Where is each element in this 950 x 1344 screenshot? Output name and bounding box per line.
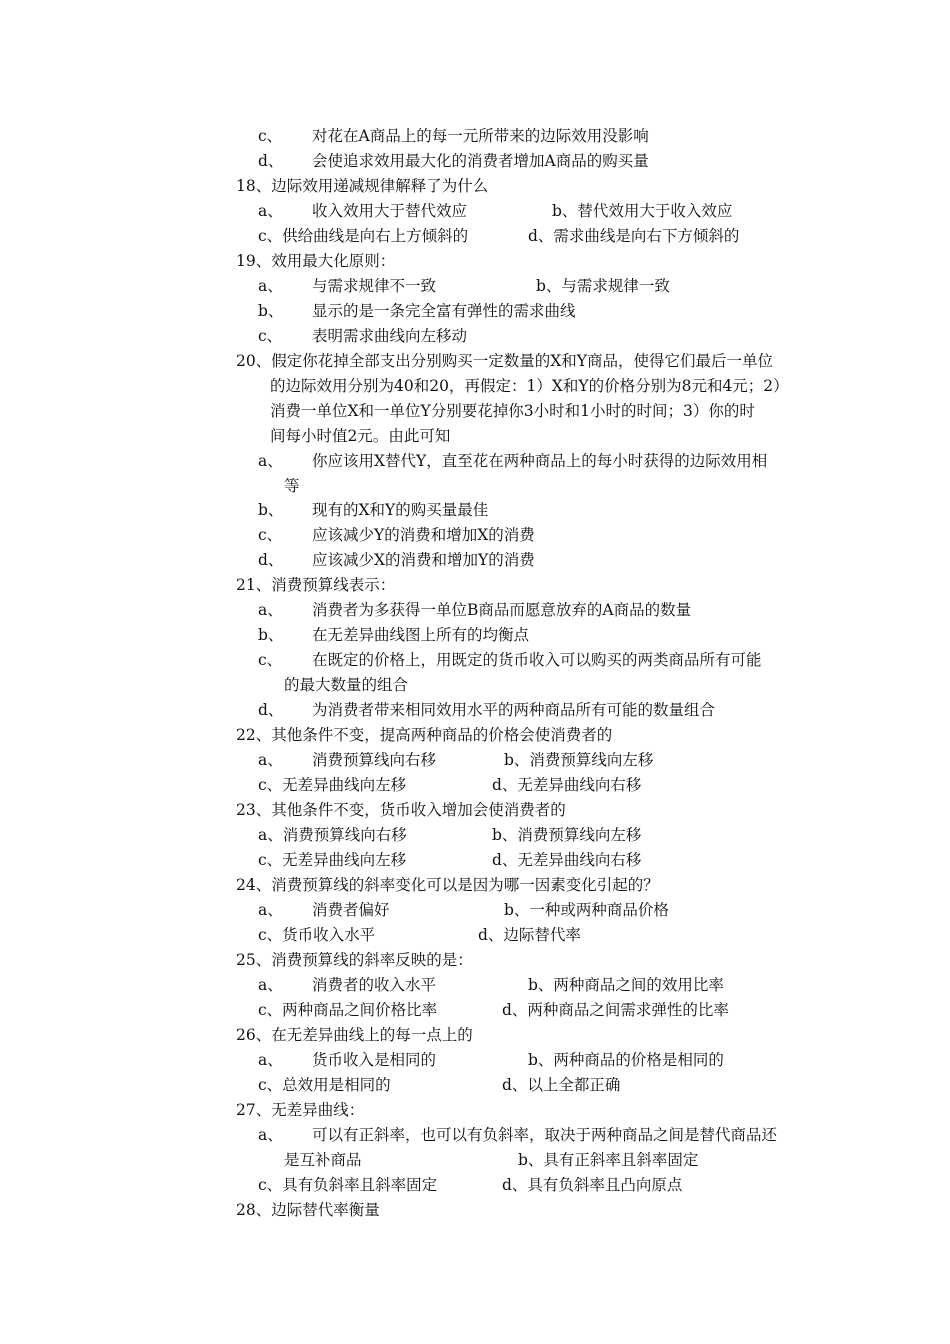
option-label: a、 — [258, 202, 283, 220]
option-text: 消费者为多获得一单位B商品而愿意放弃的A商品的数量 — [312, 601, 692, 619]
option-text: 货币收入是相同的 — [312, 1051, 437, 1069]
option-text: d、无差异曲线向右移 — [492, 776, 642, 794]
option-text: 应该减少Y的消费和增加X的消费 — [312, 526, 535, 544]
option-text: 对花在A商品上的每一元所带来的边际效用没影响 — [312, 127, 649, 145]
option-text: d、无差异曲线向右移 — [492, 851, 642, 869]
option-text: 表明需求曲线向左移动 — [312, 327, 468, 345]
option-text: 在既定的价格上，用既定的货币收入可以购买的两类商品所有可能 — [312, 651, 762, 669]
option-text: 消费者偏好 — [312, 901, 390, 919]
option-text: d、具有负斜率且凸向原点 — [502, 1176, 683, 1194]
question-23: 23、其他条件不变，货币收入增加会使消费者的 — [236, 801, 566, 819]
option-text: d、两种商品之间需求弹性的比率 — [502, 1001, 729, 1019]
option-text: 你应该用X替代Y，直至花在两种商品上的每小时获得的边际效用相 — [312, 452, 768, 470]
option-text: 与需求规律不一致 — [312, 277, 437, 295]
question-text: 的边际效用分别为40和20，再假定：1）X和Y的价格分别为8元和4元；2） — [270, 377, 789, 395]
option-text: b、一种或两种商品价格 — [504, 901, 669, 919]
option-label: b、 — [258, 501, 284, 519]
question-24: 24、消费预算线的斜率变化可以是因为哪一因素变化引起的？ — [236, 876, 659, 894]
option-text: 可以有正斜率，也可以有负斜率，取决于两种商品之间是替代商品还 — [312, 1126, 778, 1144]
option-text: c、具有负斜率且斜率固定 — [258, 1176, 438, 1194]
question-22: 22、其他条件不变，提高两种商品的价格会使消费者的 — [236, 726, 613, 744]
question-text: 间每小时值2元。由此可知 — [270, 427, 451, 445]
option-label: a、 — [258, 751, 283, 769]
option-text: d、边际替代率 — [478, 926, 581, 944]
question-19: 19、效用最大化原则： — [236, 252, 396, 270]
option-text: 收入效用大于替代效应 — [312, 202, 468, 220]
option-label: d、 — [258, 152, 284, 170]
option-text: c、供给曲线是向右上方倾斜的 — [258, 227, 469, 245]
option-label: b、 — [258, 626, 284, 644]
question-21: 21、消费预算线表示： — [236, 576, 396, 594]
question-20: 20、假定你花掉全部支出分别购买一定数量的X和Y商品，使得它们最后一单位 — [236, 352, 773, 370]
question-25: 25、消费预算线的斜率反映的是： — [236, 951, 473, 969]
option-text: 消费预算线向右移 — [312, 751, 437, 769]
option-text: 为消费者带来相同效用水平的两种商品所有可能的数量组合 — [312, 701, 716, 719]
option-label: b、 — [258, 302, 284, 320]
option-text: c、两种商品之间价格比率 — [258, 1001, 438, 1019]
question-28: 28、边际替代率衡量 — [236, 1201, 380, 1219]
option-text: a、消费预算线向右移 — [258, 826, 407, 844]
option-text: d、需求曲线是向右下方倾斜的 — [528, 227, 740, 245]
option-text: c、货币收入水平 — [258, 926, 376, 944]
option-label: c、 — [258, 127, 283, 145]
option-label: c、 — [258, 651, 283, 669]
option-text: b、消费预算线向左移 — [492, 826, 642, 844]
option-label: d、 — [258, 551, 284, 569]
option-text: b、替代效用大于收入效应 — [552, 202, 733, 220]
question-text: 消费一单位X和一单位Y分别要花掉你3小时和1小时的时间；3）你的时 — [270, 402, 755, 420]
option-text: 消费者的收入水平 — [312, 976, 437, 994]
option-text: 会使追求效用最大化的消费者增加A商品的购买量 — [312, 152, 649, 170]
option-label: c、 — [258, 327, 283, 345]
option-label: c、 — [258, 526, 283, 544]
question-26: 26、在无差异曲线上的每一点上的 — [236, 1026, 473, 1044]
option-text: 等 — [284, 477, 300, 495]
option-text: 显示的是一条完全富有弹性的需求曲线 — [312, 302, 576, 320]
question-18: 18、边际效用递减规律解释了为什么 — [236, 177, 489, 195]
option-text: c、总效用是相同的 — [258, 1076, 391, 1094]
option-text: b、具有正斜率且斜率固定 — [518, 1151, 699, 1169]
option-label: a、 — [258, 976, 283, 994]
option-label: a、 — [258, 1051, 283, 1069]
option-text: b、两种商品之间的效用比率 — [528, 976, 724, 994]
option-text: c、无差异曲线向左移 — [258, 851, 407, 869]
option-text: 的最大数量的组合 — [284, 676, 409, 694]
option-label: d、 — [258, 701, 284, 719]
option-label: a、 — [258, 901, 283, 919]
option-label: a、 — [258, 452, 283, 470]
option-text: 现有的X和Y的购买量最佳 — [312, 501, 489, 519]
option-label: a、 — [258, 277, 283, 295]
option-text: 是互补商品 — [284, 1151, 362, 1169]
option-text: 应该减少X的消费和增加Y的消费 — [312, 551, 535, 569]
option-text: c、无差异曲线向左移 — [258, 776, 407, 794]
option-label: a、 — [258, 601, 283, 619]
question-27: 27、无差异曲线： — [236, 1101, 365, 1119]
option-text: 在无差异曲线图上所有的均衡点 — [312, 626, 530, 644]
option-label: a、 — [258, 1126, 283, 1144]
option-text: b、消费预算线向左移 — [504, 751, 654, 769]
option-text: d、以上全都正确 — [502, 1076, 621, 1094]
option-text: b、两种商品的价格是相同的 — [528, 1051, 724, 1069]
option-text: b、与需求规律一致 — [536, 277, 670, 295]
